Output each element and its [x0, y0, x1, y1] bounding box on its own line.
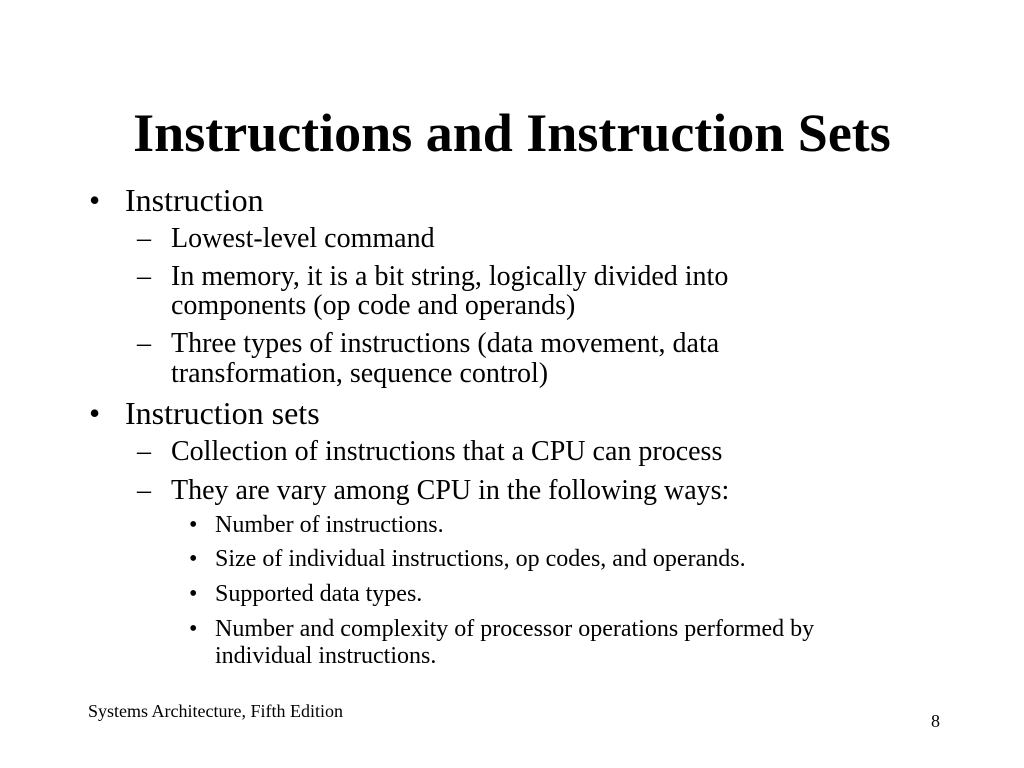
sub-item-text: They are vary among CPU in the following ways:: [171, 475, 730, 506]
sub-sub-item-text: Size of individual instructions, op codes, and operands.: [215, 546, 746, 572]
dash-icon: –: [137, 436, 151, 467]
bullet-icon: •: [189, 546, 198, 572]
sub-item-text: In memory, it is a bit string, logically divided into: [171, 261, 729, 292]
sub-item-text: Lowest-level command: [171, 223, 435, 254]
sub-item-text: Collection of instructions that a CPU can process: [171, 436, 723, 467]
sub-item-text: transformation, sequence control): [171, 358, 549, 389]
dash-icon: –: [137, 475, 151, 506]
dash-icon: –: [137, 261, 151, 292]
bullet-text: Instruction: [125, 182, 264, 218]
dash-icon: –: [137, 223, 151, 254]
sub-sub-item-text: Supported data types.: [215, 581, 423, 607]
sub-sub-item-text: Number and complexity of processor operations performed by: [215, 616, 815, 642]
sub-item-text: components (op code and operands): [171, 290, 576, 321]
dash-icon: –: [137, 328, 151, 359]
sub-sub-item-text: Number of instructions.: [215, 512, 444, 538]
bullet-icon: •: [189, 581, 198, 607]
bullet-icon: •: [89, 182, 101, 218]
bullet-text: Instruction sets: [125, 395, 320, 431]
bullet-icon: •: [89, 395, 101, 431]
slide-title: Instructions and Instruction Sets: [133, 103, 891, 163]
page-number: 8: [931, 711, 940, 731]
sub-item-text: Three types of instructions (data movement, data: [171, 328, 720, 359]
bullet-icon: •: [189, 512, 198, 538]
footer-text: Systems Architecture, Fifth Edition: [88, 701, 343, 721]
sub-sub-item-text: individual instructions.: [215, 643, 437, 669]
bullet-icon: •: [189, 616, 198, 642]
